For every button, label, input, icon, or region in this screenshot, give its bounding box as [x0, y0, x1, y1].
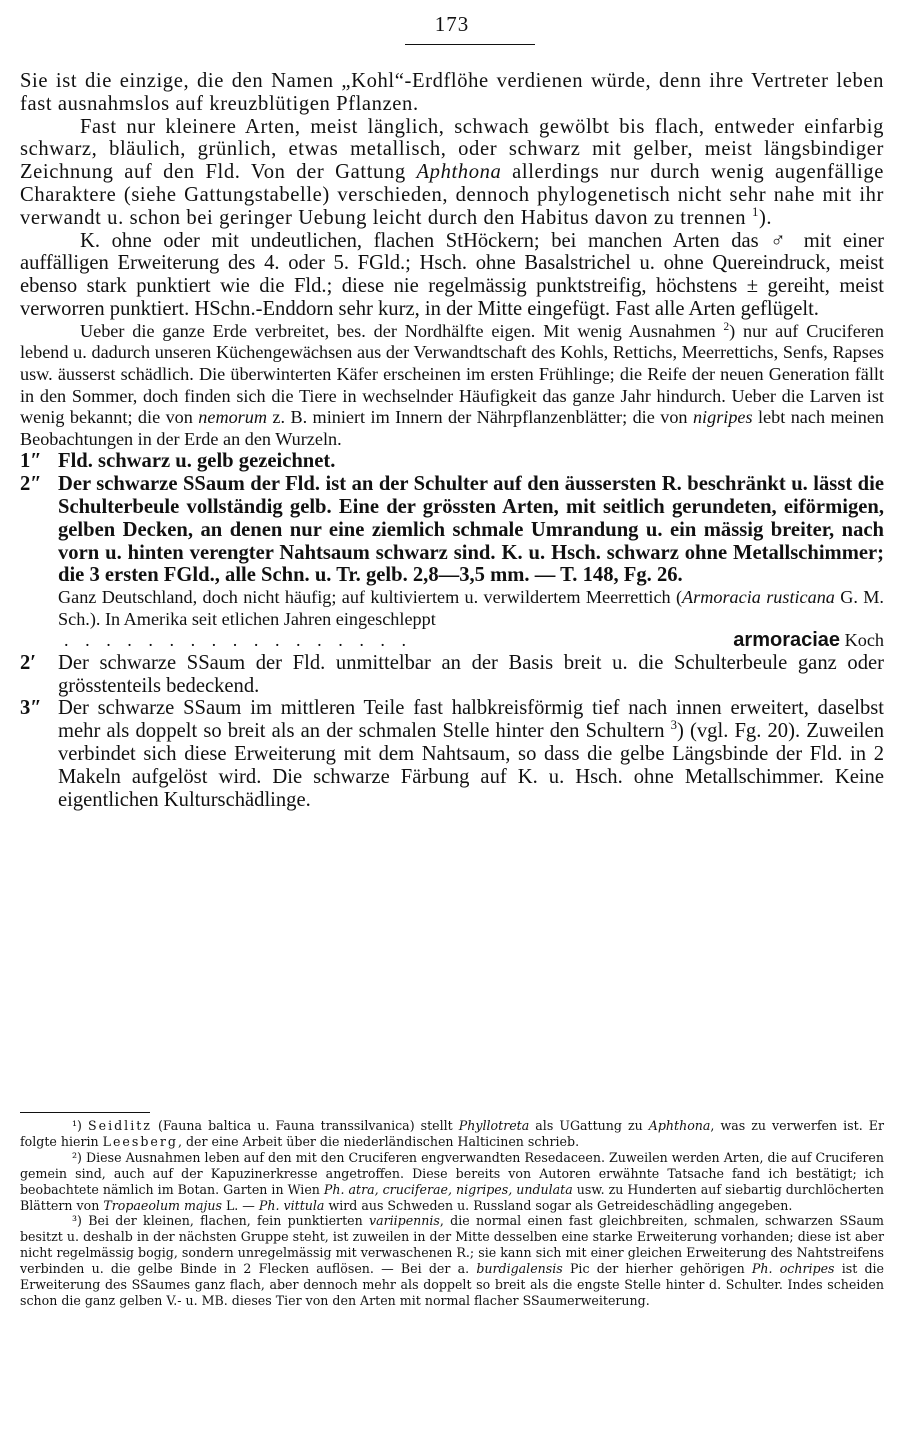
footnote-ref-1[interactable]: 1 [751, 204, 759, 219]
key-couplet-2a: 2″ Der schwarze SSaum der Fld. ist an der Schulter auf den äussersten R. beschränkt u. lässt die Schulterbeule vollständig gelb. Eine der grössten Arten, mit seitlich gerundeten, eiförmigen, gelben Decken, an denen nur eine ziemlich schmale Umrandung u. ein mässig breiter, nach vorn u. hinten verengter Nahtsaum schwarz sind. K. u. Hsch. schwarz ohne Metallschimmer; die 3 ersten FGld., alle Schn. u. Tr. gelb. 2,8—3,5 mm. — T. 148, Fg. 26. [20, 473, 884, 587]
species-line [20, 630, 884, 652]
male-symbol: ♂ [770, 229, 793, 252]
species-name: armoraciae [733, 629, 841, 652]
author-name: Seidlitz [88, 1118, 152, 1133]
key-couplet-2b: 2′ Der schwarze SSaum der Fld. unmittelbar an der Basis breit u. die Schulterbeule ganz oder grösstenteils bedeckend. [20, 651, 884, 697]
footnote-ref-2[interactable]: 2 [723, 320, 730, 333]
main-text [20, 70, 884, 811]
key-number: 2′ [20, 651, 37, 674]
footnote-1: ¹) Seidlitz (Fauna baltica u. Fauna transsilvanica) stellt Phyllotreta als UGattung zu Aphthona, was zu verwerfen ist. Er folgte hierin Leesberg, der eine Arbeit über die niederländischen Halticinen schrieb. [20, 1118, 884, 1149]
paragraph-description: Fast nur kleinere Arten, meist länglich, schwach gewölbt bis flach, entweder einfarbig schwarz, bläulich, grünlich, etwas metallisch, oder schwarz mit gelber, meist längsbindiger Zeichnung auf den Fld. Von der Gattung Aphthona allerdings nur durch wenig augenfällige Charaktere (siehe Gattungstabelle) verschieden, dennoch phylogenetisch nicht sehr nahe mit ihr verwandt u. schon bei geringer Uebung leicht durch den Habitus davon zu trennen $^1$). [20, 115, 884, 229]
footnote-2: ²) Diese Ausnahmen leben auf den mit den Cruciferen engverwandten Resedaceen. Zuweilen werden Arten, die auf Cruciferen gemein sind, auch auf der Kapuzinerkresse angetroffen. Diese bereits von Autoren erwähnte Tatsache fand ich bestätigt; ich beobachtete nämlich im Botan. Garten in Wien Ph. atra, cruciferae, nigripes, undulata usw. zu Hunderten auf siebartig durchlöcherten Blättern von Tropaeolum majus L. — Ph. vittula wird aus Schweden u. Russland sogar als Getreideschädling angegeben. [20, 1149, 885, 1213]
author-name: Leesberg [102, 1133, 178, 1149]
key-couplet-2a-note: Ganz Deutschland, doch nicht häufig; auf kultiviertem u. verwildertem Meerrettich (Armoracia rusticana G. M. Sch.). In Amerika seit etlichen Jahren eingeschleppt [58, 587, 884, 629]
footnote-ref-3[interactable]: 3 [670, 718, 678, 733]
species-author: Koch [844, 630, 884, 651]
leader-dots: . . . . . . . . . . . . . . . . . [64, 630, 413, 651]
paragraph-intro: Sie ist die einzige, die den Namen „Kohl“-Erdflöhe verdienen würde, denn ihre Vertreter leben fast ausnahmslos auf kreuzblütigen Pflanzen. [20, 70, 884, 115]
plant-name: Armoracia rusticana [682, 587, 835, 608]
key-couplet-1: 1″ Fld. schwarz u. gelb gezeichnet. [20, 450, 336, 473]
paragraph-distribution: Ueber die ganze Erde verbreitet, bes. der Nordhälfte eigen. Mit wenig Ausnahmen $^2$) nur auf Cruciferen lebend u. dadurch unseren Küchengewächsen aus der Verwandtschaft des Kohls, Rettichs, Meerrettichs, Senfs, Rapses usw. äusserst schädlich. Die überwinterten Käfer erscheinen im ersten Frühlinge; die Reife der neuen Generation fällt in den Sommer, doch finden sich die Tiere in wechselnder Häufigkeit das ganze Jahr hindurch. Ueber die Larven ist wenig bekannt; die von nemorum z. B. miniert im Innern der Nährpflanzenblätter; die von nigripes lebt nach meinen Beobachtungen in der Erde an den Wurzeln. [20, 320, 884, 449]
key-number: 1″ [20, 450, 42, 473]
key-number: 3″ [20, 697, 42, 720]
page [20, 0, 884, 1430]
key-number: 2″ [20, 473, 42, 496]
footnote-rule [20, 1112, 150, 1113]
key-couplet-3: 3″ Der schwarze SSaum im mittleren Teile fast halbkreisförmig tief nach innen erweitert, daselbst mehr als doppelt so breit als an der schmalen Stelle hinter den Schultern $^3$) (vgl. Fg. 20). Zuweilen verbindet sich diese Erweiterung mit dem Nahtsaum, so dass die gelbe Längsbinde der Fld. in 2 Makeln aufgelöst wird. Die schwarze Färbung auf K. u. Hsch. ohne Metallschimmer. Keine eigentlichen Kulturschädlinge. [20, 697, 884, 811]
header-rule [405, 44, 535, 45]
footnotes [20, 1118, 884, 1309]
paragraph-diagnosis: K. ohne oder mit undeutlichen, flachen StHöckern; bei manchen Arten das ♂ mit einer auffälligen Erweiterung des 4. oder 5. FGld.; Hsch. ohne Basalstrichel u. ohne Quereindruck, meist ebenso stark punktiert wie die Fld.; diese nie regelmässig punktstreifig, höchstens ± gereiht, meist verworren punktiert. HSchn.-Enddorn sehr kurz, in der Mitte eingefügt. Fast alle Arten geflügelt. [20, 229, 885, 320]
footnote-3: ³) Bei der kleinen, flachen, fein punktierten variipennis, die normal einen fast gleichbreiten, schmalen, schwarzen SSaum besitzt u. deshalb in der nächsten Gruppe steht, ist zuweilen in der Mitte desselben eine starke Erweiterung vorhanden; diese ist aber nicht regelmässig bogig, sondern unregelmässig mit verwaschenen R.; sie kann sich mit einer gleichen Erweiterung des Nahtstreifens verbinden u. die gelbe Binde in 2 Flecken auflösen. — Bei der a. burdigalensis Pic der hierher gehörigen Ph. ochripes ist die Erweiterung des SSaumes ganz flach, aber dennoch mehr als doppelt so breit als die engste Stelle hinter d. Schulter. Indes scheiden schon die ganz gelben V.- u. MB. dieses Tier von den Arten mit normal flacher SSaumerweiterung. [20, 1213, 885, 1308]
genus-name: Aphthona [416, 161, 502, 184]
page-number: 173 [434, 12, 470, 36]
